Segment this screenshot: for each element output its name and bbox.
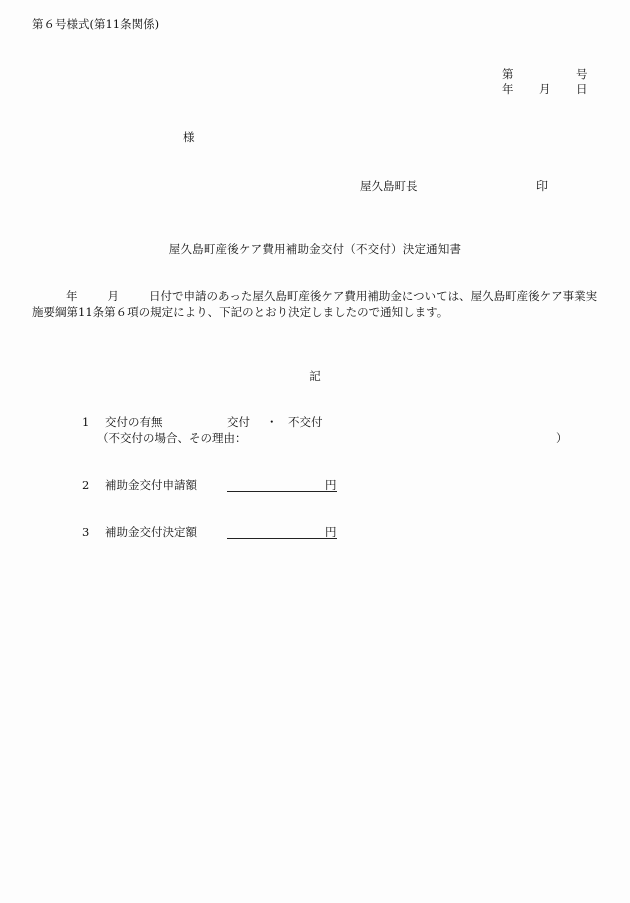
addressee-honorific: 様 xyxy=(183,130,195,144)
body-month: 月 xyxy=(107,289,119,303)
item-label: 交付の有無 xyxy=(105,415,163,429)
date-day: 日 xyxy=(576,82,588,96)
yen-unit: 円 xyxy=(325,525,337,539)
item-applied-amount xyxy=(82,477,337,493)
item-label: 補助金交付決定額 xyxy=(105,525,197,539)
form-number-label: 第６号様式(第11条関係) xyxy=(32,17,160,31)
notice-body xyxy=(32,288,598,320)
yen-unit: 円 xyxy=(325,478,337,492)
body-text: 日付で申請のあった屋久島町産後ケア費用補助金については、屋久島町産後ケア事業実施要綱第11条第６項の規定により、下記のとおり決定しましたので通知します。 xyxy=(32,289,598,319)
option-separator: ・ xyxy=(266,415,278,429)
issuer-name: 屋久島町長 xyxy=(360,179,418,193)
item-number: 1 xyxy=(82,415,90,429)
date-year: 年 xyxy=(502,82,514,96)
number-suffix: 号 xyxy=(576,67,588,81)
body-year: 年 xyxy=(66,289,78,303)
reason-close: ） xyxy=(556,431,568,445)
item-number: 3 xyxy=(82,525,90,539)
item-grant-decision xyxy=(82,414,323,430)
document-title: 屋久島町産後ケア費用補助金交付（不交付）決定通知書 xyxy=(168,242,462,256)
ki-heading: 記 xyxy=(309,369,321,383)
reason-open: （不交付の場合、その理由： xyxy=(97,431,247,445)
option-grant: 交付 xyxy=(227,415,250,429)
number-prefix: 第 xyxy=(502,67,514,81)
item-number: 2 xyxy=(82,478,90,492)
applied-amount-blank xyxy=(227,477,337,492)
seal-mark: 印 xyxy=(536,179,549,193)
date-month: 月 xyxy=(539,82,551,96)
item-decided-amount xyxy=(82,524,337,540)
decided-amount-blank xyxy=(227,524,337,539)
option-no-grant: 不交付 xyxy=(288,415,323,429)
item-label: 補助金交付申請額 xyxy=(105,478,197,492)
